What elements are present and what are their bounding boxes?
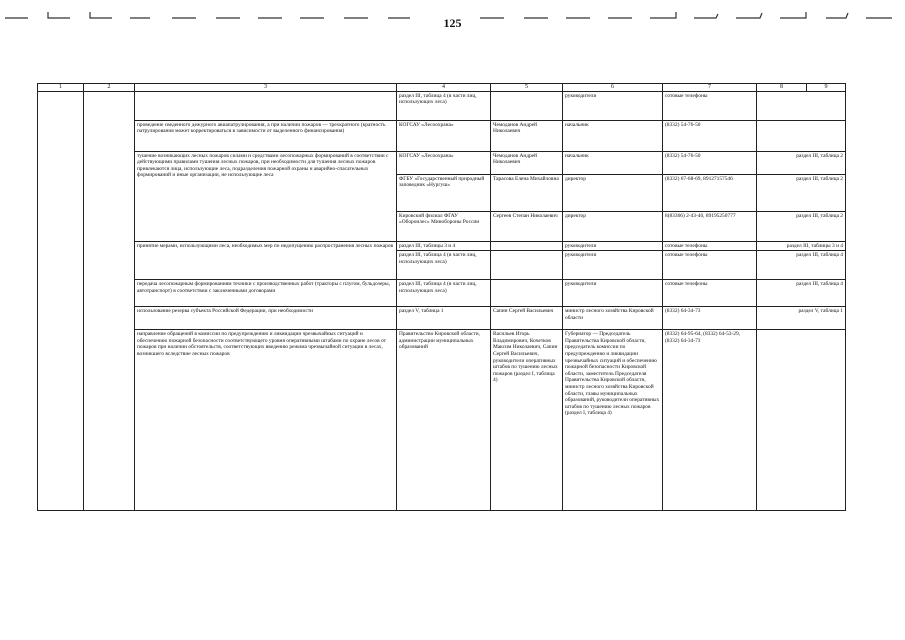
reference-cell [757,91,846,120]
col-header-6: 6 [563,84,663,92]
fire-measures-table [37,83,846,511]
col-header-4: 4 [397,84,491,92]
executor-cell: КОГСАУ «Лесоохрана» [397,151,491,174]
position-cell: Губернатор — Председатель Правительства Кировской области, председатель комиссии по предупреждению и ликвидации чрезвычайных ситуаций и обеспечению пожарной безопасности Кировской области, заместитель Председателя Правительства Кировской области, министр лесного хозяйства Кировской области, главы муниципальных образований, руководители оперативных штабов по тушению лесных пожаров (раздел I, таблица 4) [563,330,663,511]
person-cell [491,251,563,280]
col-header-5: 5 [491,84,563,92]
executor-cell: раздел III, таблица 4 (в части лиц, использующих леса) [397,91,491,120]
reference-cell: раздел III, таблица 2 [757,211,846,241]
header-row [38,84,846,92]
col-header-3: 3 [135,84,397,92]
measure-cell: проведение сведенного дежурного авиапатрулирования, а при наличии пожаров — трехкратного (кратность патрулирования может корректироваться в зависимости от выделенного финансирования) [135,120,397,151]
measure-cell: использование резерва субъекта Российской Федерации, при необходимости [135,307,397,330]
person-cell [491,91,563,120]
measure-cell: тушение возникающих лесных пожаров силами и средствами лесопожарных формирований в соответствии с действующими правилами тушения лесных пожаров, при необходимости для тушения лесных пожаров привлекаются лица, использующие леса, подразделения пожарной охраны и аварийно-спасательных формирований и иные организации, не использующие леса [135,151,397,241]
position-cell: директор [563,174,663,211]
person-cell: Чемоданов Андрей Николаевич [491,151,563,174]
person-cell: Сергеев Степан Николаевич [491,211,563,241]
position-cell: начальник [563,120,663,151]
col-header-7: 7 [663,84,757,92]
measure-cell: направление обращений в комиссии по предупреждению и ликвидации чрезвычайных ситуаций и обеспечению пожарной безопасности соответствующего уровня оперативными штабами по охране лесов от пожаров при наличии обстоятельств, соответствующих введению режима чрезвычайной ситуации в лесах, возникшего вследствие лесных пожаров [135,330,397,511]
phone-cell: (8332) 64-95-64, (8332) 64-53-29, (8332) 64-34-73 [663,330,757,511]
reference-cell: раздел III, таблица 2 [757,174,846,211]
person-cell: Чемоданов Андрей Николаевич [491,120,563,151]
executor-cell: Кировский филиал ФГАУ «Оборонлес» Минобороны России [397,211,491,241]
executor-cell: Правительство Кировской области, администрации муниципальных образований [397,330,491,511]
phone-cell: (8332) 54-76-50 [663,151,757,174]
measure-cell: передача лесопожарным формированиям техники с производственных работ (тракторы с плугом, бульдозеры, автотранспорт) в соответствии с заключенными договорами [135,280,397,307]
executor-cell: раздел V, таблица 1 [397,307,491,330]
reference-cell: раздел III, таблицы 3 и 4 [757,241,846,251]
table-row [38,91,846,120]
executor-cell: раздел III, таблицы 3 и 4 [397,241,491,251]
reference-cell: раздел III, таблица 2 [757,151,846,174]
position-cell: руководители [563,280,663,307]
measure-cell: принятие мерами, использующими леса, необходимых мер по недопущению распространения лесных пожаров [135,241,397,280]
position-cell: руководители [563,241,663,251]
executor-cell: ФГБУ «Государственный природный заповедник «Нургуш» [397,174,491,211]
person-cell: Тарасова Елена Михайловна [491,174,563,211]
table-row [38,151,846,174]
table-row [38,120,846,151]
person-cell: Васильев Игорь Владимирович, Кочетков Максим Николаевич, Сапин Сергей Васильевич, руководители оперативных штабов по тушению лесных пожаров (раздел I, таблица 4) [491,330,563,511]
phone-cell: 8(83366) 2-43-40, 89195250777 [663,211,757,241]
reference-cell [757,120,846,151]
person-cell: Сапин Сергей Васильевич [491,307,563,330]
phone-cell: сотовые телефоны [663,91,757,120]
cell-col1 [38,91,84,511]
person-cell [491,280,563,307]
position-cell: министр лесного хозяйства Кировской области [563,307,663,330]
table-row [38,330,846,511]
col-header-2: 2 [84,84,135,92]
col-header-9: 9 [807,84,846,92]
position-cell: руководители [563,251,663,280]
page-number: 125 [443,16,462,30]
phone-cell: (8332) 64-34-73 [663,307,757,330]
table-row [38,307,846,330]
position-cell: директор [563,211,663,241]
position-cell: руководители [563,91,663,120]
phone-cell: сотовые телефоны [663,280,757,307]
position-cell: начальник [563,151,663,174]
executor-cell: КОГСАУ «Лесоохрана» [397,120,491,151]
phone-cell: (8332) 54-76-50 [663,120,757,151]
reference-cell [757,330,846,511]
cell-col2 [84,91,135,511]
phone-cell: (8332) 67-68-69, 89127157546 [663,174,757,211]
reference-cell: раздел V, таблица 1 [757,307,846,330]
phone-cell: сотовые телефоны [663,241,757,251]
person-cell [491,241,563,251]
col-header-1: 1 [38,84,84,92]
reference-cell: раздел III, таблица 4 [757,251,846,280]
executor-cell: раздел III, таблица 4 (в части лиц, использующих леса) [397,251,491,280]
measure-cell [135,91,397,120]
reference-cell: раздел III, таблица 4 [757,280,846,307]
col-header-8: 8 [757,84,807,92]
table-row [38,241,846,251]
phone-cell: сотовые телефоны [663,251,757,280]
executor-cell: раздел III, таблица 4 (в части лиц, использующих леса) [397,280,491,307]
table-row [38,280,846,307]
